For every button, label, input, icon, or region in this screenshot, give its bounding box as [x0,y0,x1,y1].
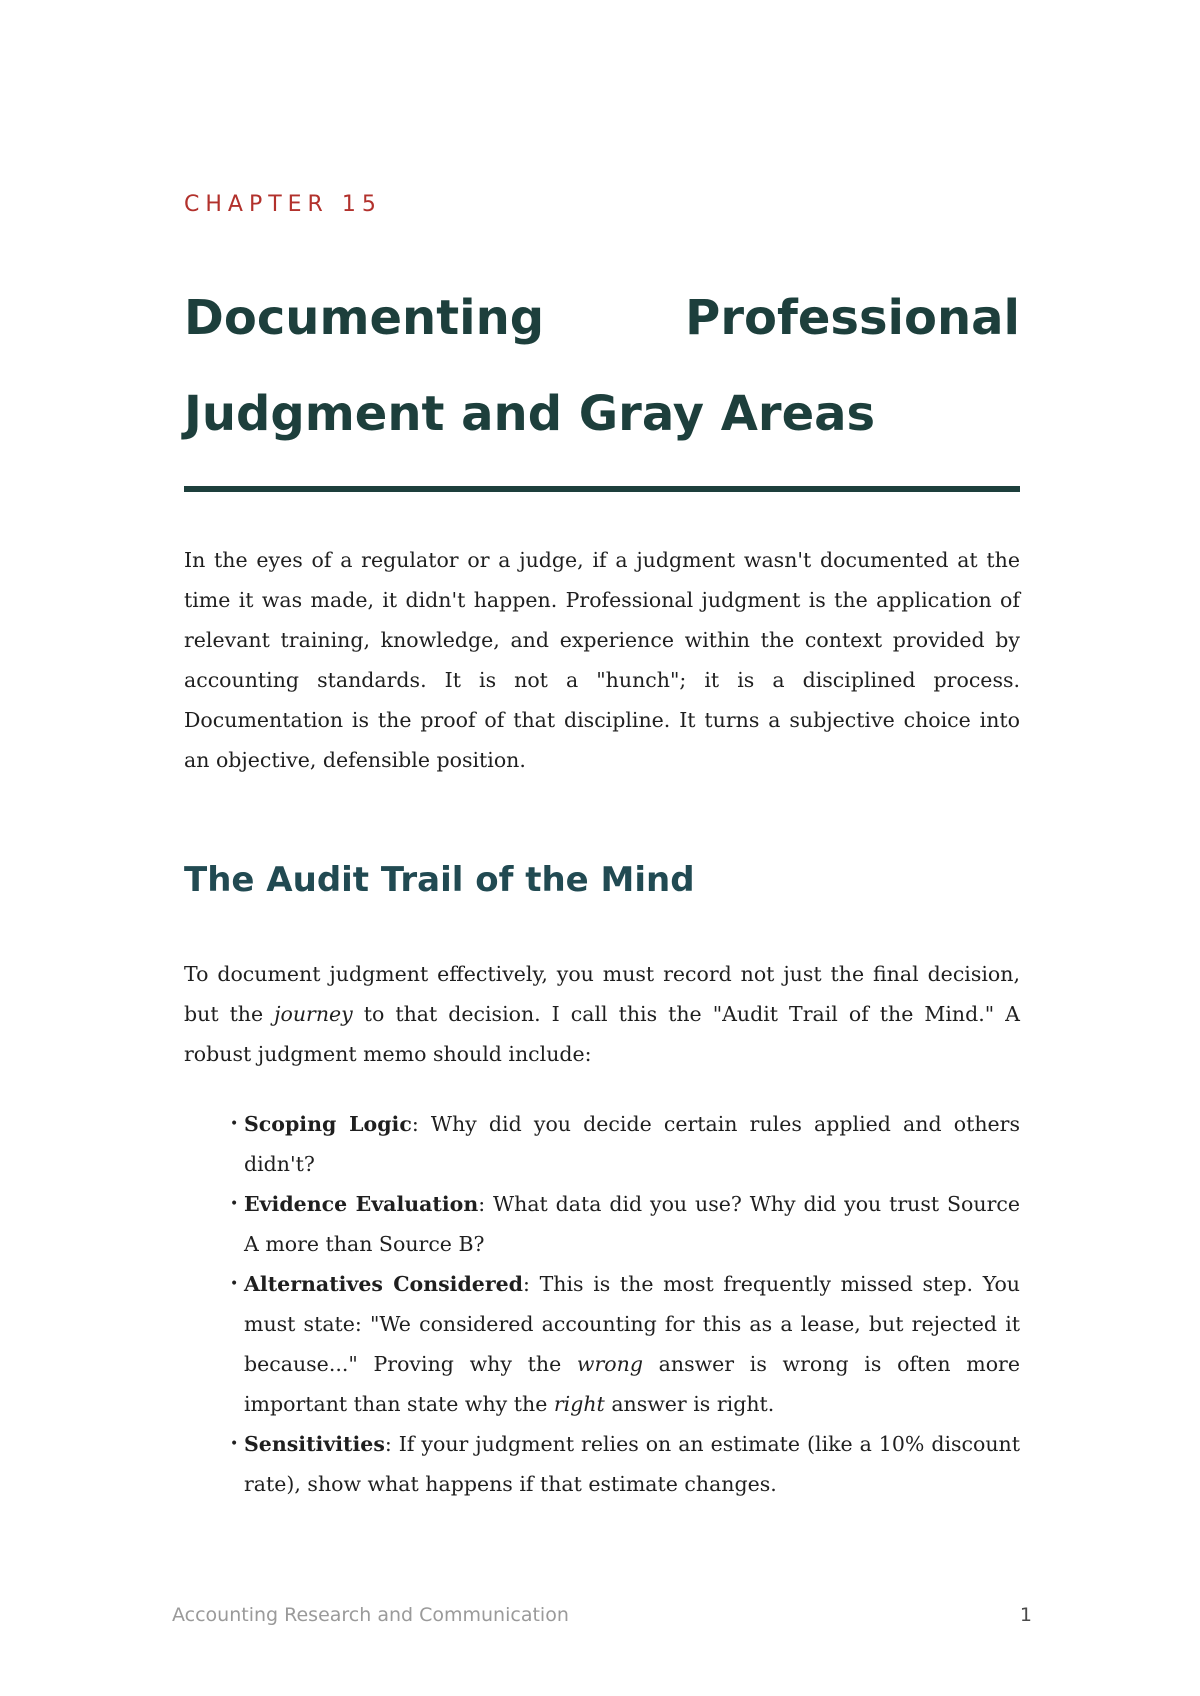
list-item-emphasis: right [553,1392,605,1416]
footer-page-number: 1 [1019,1604,1032,1626]
list-item-text: : What data did you use? Why did you trust Source A more than Source B? [244,1192,1020,1256]
page-content [184,190,1020,1504]
section-intro-text-2: to that decision. I call this the "Audit Trail of the Mind." A robust judgment memo should include: [184,1002,1020,1066]
list-item-term: Scoping Logic [244,1112,412,1136]
list-item-emphasis: wrong [576,1352,643,1376]
list-item [230,1424,1020,1504]
footer-book-title: Accounting Research and Communication [172,1604,569,1626]
list-item-text: answer is wrong is often more important than state why the [244,1352,1020,1416]
bullet-icon: • [230,1436,239,1452]
list-item [230,1104,1021,1184]
title-divider [184,486,1020,492]
judgment-memo-list [184,1104,1020,1504]
section-heading: The Audit Trail of the Mind [184,860,695,900]
section-intro-text-1: To document judgment effectively, you must record not just the final decision, but the [184,962,1020,1026]
page-footer [172,1600,1032,1630]
list-item-text: : Why did you decide certain rules applied and others didn't? [244,1112,1021,1176]
chapter-label: CHAPTER 15 [184,192,382,217]
chapter-title [184,270,1020,462]
section-intro-emphasis: journey [274,1002,353,1026]
chapter-title-line2: Judgment and Gray Areas [184,386,876,442]
list-item-term: Alternatives Considered [244,1272,524,1296]
bullet-icon: • [230,1196,239,1212]
list-item-term: Sensitivities [244,1432,385,1456]
list-item [230,1184,1020,1264]
intro-paragraph: In the eyes of a regulator or a judge, if a judgment wasn't documented at the time it was made, it didn't happen. Professional judgment is the application of relevant training, knowledge, and experience within the context provided by accounting standards. It is not a "hunch"; it is a disciplined process. Documentation is the proof of that discipline. It turns a subjective choice into an objective, defensible position. [184,548,1020,772]
list-item [230,1264,1021,1424]
bullet-icon: • [230,1276,239,1292]
list-item-term: Evidence Evaluation [244,1192,479,1216]
list-item-text: answer is right. [604,1392,775,1416]
bullet-icon: • [230,1116,239,1132]
list-item-text: : If your judgment relies on an estimate (like a 10% discount rate), show what happens if that estimate changes. [244,1432,1020,1496]
chapter-title-line1: Documenting Professional [184,290,1020,346]
section-intro-paragraph [184,954,1020,1074]
list-item-text: : This is the most frequently missed step. You must state: "We considered accounting for this as a lease, but rejected it because..." Proving why the [244,1272,1021,1376]
